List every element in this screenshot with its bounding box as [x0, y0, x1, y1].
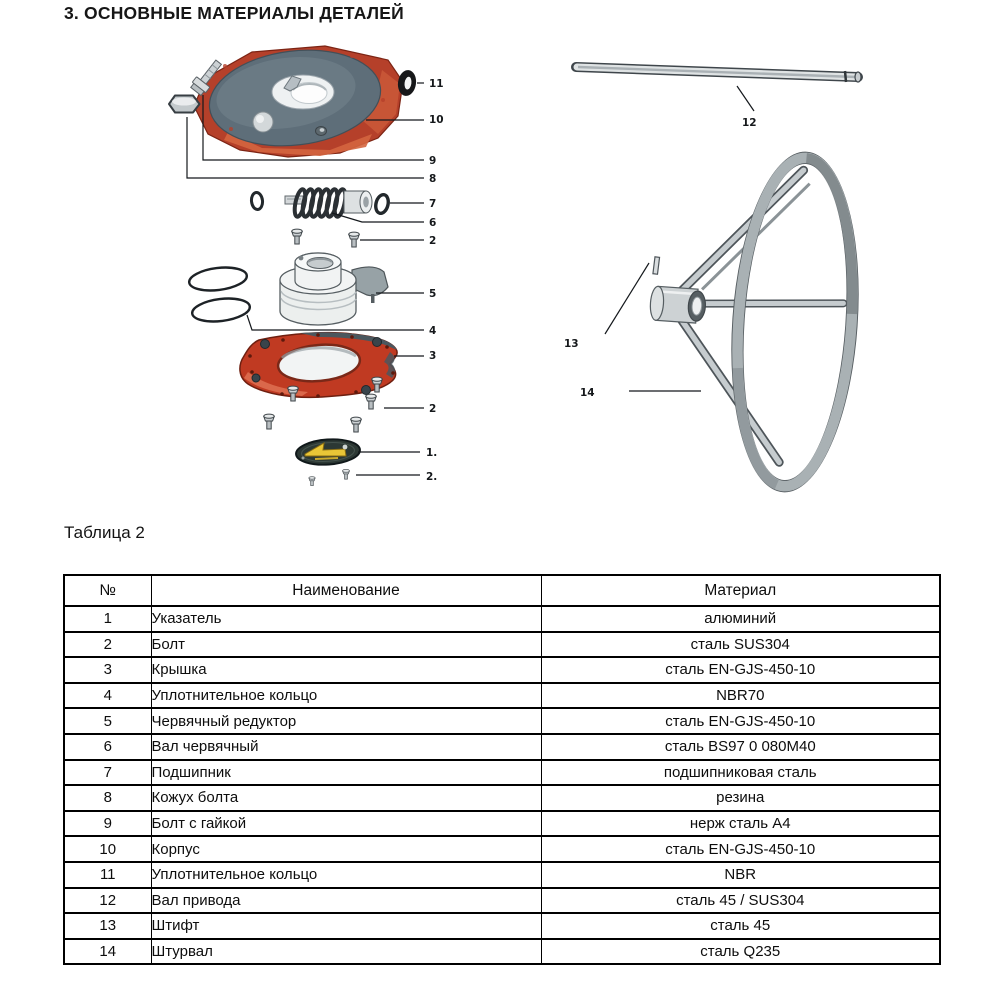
table-body	[64, 606, 940, 964]
header-number: №	[64, 575, 151, 606]
part-name: Штурвал	[151, 939, 541, 965]
table-row	[64, 862, 940, 888]
part-material: сталь BS97 0 080M40	[541, 734, 940, 760]
materials-table	[63, 574, 941, 965]
part-bolts-upper	[292, 229, 359, 247]
row-number: 2	[64, 632, 151, 658]
table-row	[64, 785, 940, 811]
table-row	[64, 708, 940, 734]
part-bearing-right	[374, 193, 390, 214]
part-handwheel	[638, 142, 869, 496]
part-housing	[194, 41, 403, 157]
callout-7: 7	[429, 198, 437, 210]
table-header-row	[64, 575, 940, 606]
part-name: Указатель	[151, 606, 541, 632]
part-name: Вал червячный	[151, 734, 541, 760]
part-name: Крышка	[151, 657, 541, 683]
part-drive-shaft	[576, 67, 861, 82]
row-number: 1	[64, 606, 151, 632]
part-name: Червячный редуктор	[151, 708, 541, 734]
part-worm-shaft	[285, 188, 372, 217]
table-row	[64, 888, 940, 914]
table-row	[64, 836, 940, 862]
table-row	[64, 760, 940, 786]
row-number: 12	[64, 888, 151, 914]
table-row	[64, 632, 940, 658]
callout-10: 10	[429, 114, 444, 126]
callout-2a: 2	[429, 235, 437, 247]
callout-3: 3	[429, 350, 437, 362]
part-name: Болт	[151, 632, 541, 658]
part-material: NBR	[541, 862, 940, 888]
row-number: 10	[64, 836, 151, 862]
part-name: Болт с гайкой	[151, 811, 541, 837]
row-number: 8	[64, 785, 151, 811]
part-bolt-cover	[169, 96, 200, 113]
part-name: Вал привода	[151, 888, 541, 914]
callout-4: 4	[429, 325, 437, 337]
part-screws-bottom	[309, 469, 350, 485]
row-number: 9	[64, 811, 151, 837]
callout-labels	[426, 78, 757, 483]
row-number: 11	[64, 862, 151, 888]
part-material: NBR70	[541, 683, 940, 709]
callout-1: 1.	[426, 447, 438, 459]
callout-11: 11	[429, 78, 444, 90]
header-material: Материал	[541, 575, 940, 606]
part-material: нерж сталь А4	[541, 811, 940, 837]
part-material: резина	[541, 785, 940, 811]
part-material: сталь EN-GJS-450-10	[541, 836, 940, 862]
part-name: Штифт	[151, 913, 541, 939]
table-row	[64, 606, 940, 632]
row-number: 7	[64, 760, 151, 786]
part-o-rings	[188, 265, 251, 325]
callout-8: 8	[429, 173, 437, 185]
row-number: 14	[64, 939, 151, 965]
row-number: 3	[64, 657, 151, 683]
callout-14: 14	[580, 387, 595, 399]
part-name: Уплотнительное кольцо	[151, 862, 541, 888]
table-row	[64, 683, 940, 709]
part-material: алюминий	[541, 606, 940, 632]
part-material: сталь Q235	[541, 939, 940, 965]
callout-9: 9	[429, 155, 437, 167]
row-number: 13	[64, 913, 151, 939]
table-row	[64, 811, 940, 837]
part-cover-plate	[240, 332, 397, 398]
table-caption: Таблица 2	[64, 523, 145, 542]
callout-2b: 2	[429, 403, 437, 415]
header-name: Наименование	[151, 575, 541, 606]
part-name: Подшипник	[151, 760, 541, 786]
callout-12: 12	[742, 117, 757, 129]
table-row	[64, 939, 940, 965]
part-material: сталь 45	[541, 913, 940, 939]
part-indicator	[295, 437, 361, 466]
part-material: сталь EN-GJS-450-10	[541, 657, 940, 683]
page-title: 3. ОСНОВНЫЕ МАТЕРИАЛЫ ДЕТАЛЕЙ	[64, 3, 404, 23]
part-material: сталь 45 / SUS304	[541, 888, 940, 914]
row-number: 5	[64, 708, 151, 734]
part-pin	[653, 257, 660, 274]
part-material: сталь EN-GJS-450-10	[541, 708, 940, 734]
row-number: 6	[64, 734, 151, 760]
part-name: Уплотнительное кольцо	[151, 683, 541, 709]
callout-5: 5	[429, 288, 437, 300]
row-number: 4	[64, 683, 151, 709]
part-material: сталь SUS304	[541, 632, 940, 658]
part-name: Кожух болта	[151, 785, 541, 811]
table-row	[64, 734, 940, 760]
callout-13: 13	[564, 338, 579, 350]
callout-2c: 2.	[426, 471, 438, 483]
part-bearing-left	[251, 192, 264, 210]
part-material: подшипниковая сталь	[541, 760, 940, 786]
table-row	[64, 657, 940, 683]
table-row	[64, 913, 940, 939]
callout-6: 6	[429, 217, 437, 229]
part-worm-gear	[280, 253, 388, 325]
part-name: Корпус	[151, 836, 541, 862]
